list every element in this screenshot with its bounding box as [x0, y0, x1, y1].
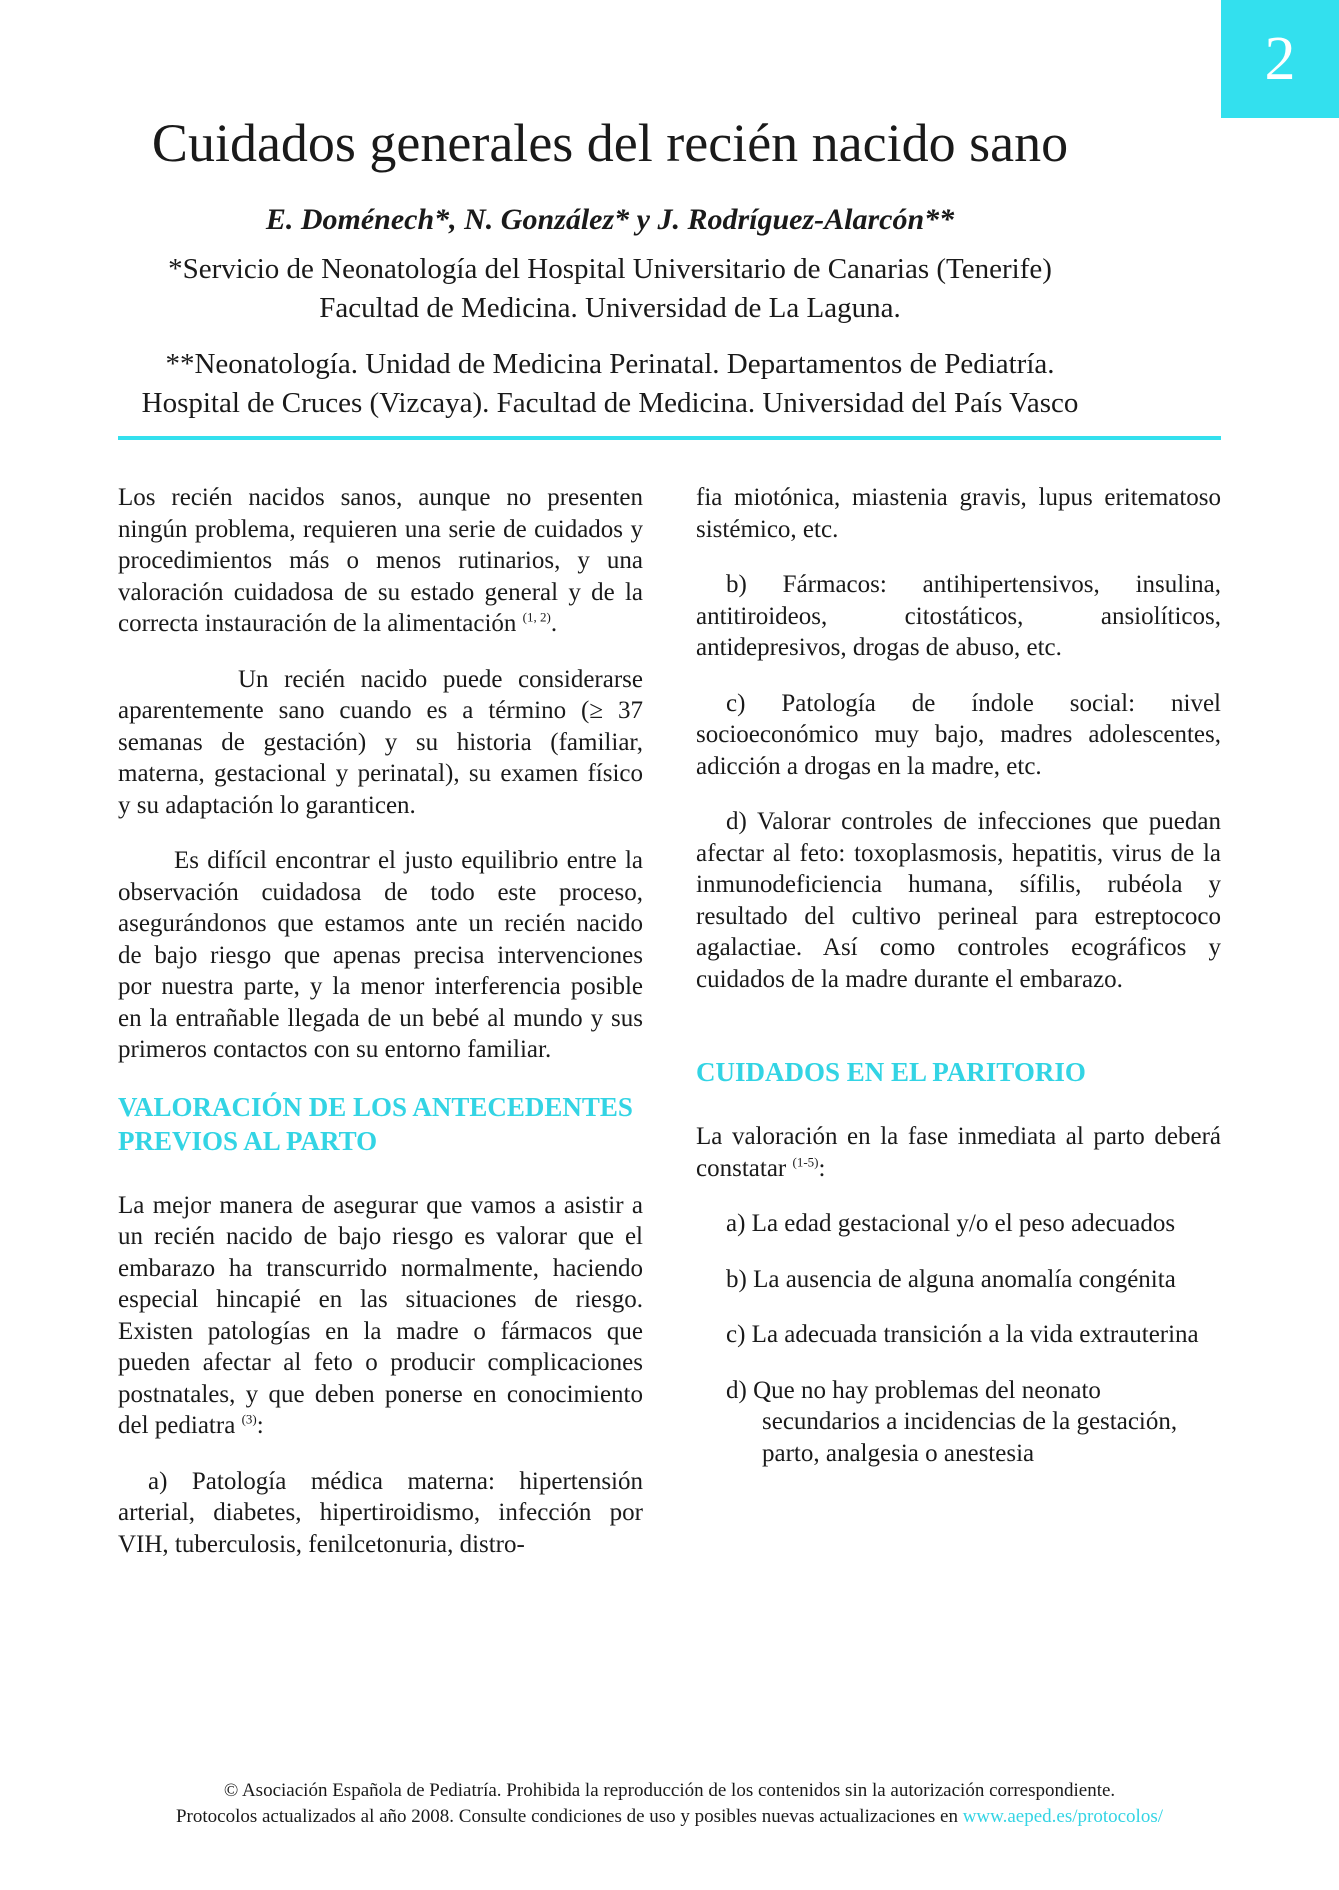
- list-item-b: b) Fármacos: antihipertensivos, insulina, antitiroideos, citostáticos, ansiolíticos, antidepresivos, drogas de abuso, etc.: [696, 571, 1221, 661]
- affiliation-1: [0, 250, 1220, 328]
- list-item-d: d) Valorar controles de infecciones que puedan afectar al feto: toxoplasmosis, hepatitis, virus de la inmunodeficiencia humana, sífilis, rubéola y resultado del cultivo perineal para estreptococo agalactiae. Así como controles ecográficos y cuidados de la madre durante el embarazo.: [696, 808, 1221, 993]
- reference-marker: (1-5): [792, 1154, 819, 1170]
- footer: [0, 1778, 1339, 1830]
- list-item-c: c) Patología de índole social: nivel socioeconómico muy bajo, madres adolescentes, adicción a drogas en la madre, etc.: [696, 689, 1221, 780]
- paragraph-intro-text: Los recién nacidos sanos, aunque no presenten ningún problema, requieren una serie de cuidados y procedimientos más o menos rutinarios, y una valoración cuidadosa de su estado general y de la correcta instauración de la alimentación: [118, 484, 643, 637]
- paragraph-paritorio-text: La valoración en la fase inmediata al parto deberá constatar: [696, 1123, 1221, 1182]
- paragraph-paritorio: La valoración en la fase inmediata al parto deberá constatar $^{(1-5)}$:: [696, 1123, 1221, 1182]
- protocols-link[interactable]: www.aeped.es/protocolos/: [962, 1806, 1164, 1827]
- paragraph-intro: Los recién nacidos sanos, aunque no presenten ningún problema, requieren una serie de cuidados y procedimientos más o menos rutinarios, y una valoración cuidadosa de su estado general y de la correcta instauración de la alimentación $^{(1, 2)}$.: [118, 484, 643, 637]
- list-item: d) Que no hay problemas del neonato secundarios a incidencias de la gestación, parto, analgesia o anestesia: [726, 1376, 1178, 1467]
- reference-marker: (1, 2): [522, 609, 551, 625]
- affiliation-1-line-1: *Servicio de Neonatología del Hospital Universitario de Canarias (Tenerife): [168, 253, 1052, 285]
- section-heading-antecedentes: VALORACIÓN DE LOS ANTECEDENTES PREVIOS AL PARTO: [118, 1091, 633, 1156]
- list-item-a-continued: fia miotónica, miastenia gravis, lupus eritematoso sistémico, etc.: [696, 484, 1221, 543]
- section-heading-paritorio: CUIDADOS EN EL PARITORIO: [696, 1057, 1086, 1087]
- chapter-number-badge: 2: [1221, 0, 1339, 118]
- footer-copyright: © Asociación Española de Pediatría. Prohibida la reproducción de los contenidos sin la autorización correspondiente.: [223, 1780, 1116, 1801]
- list-item: c) La adecuada transición a la vida extrauterina: [726, 1321, 1199, 1348]
- affiliation-1-line-2: Facultad de Medicina. Universidad de La Laguna.: [319, 292, 901, 324]
- reference-marker: (3): [241, 1411, 257, 1427]
- list-item: b) La ausencia de alguna anomalía congénita: [726, 1265, 1176, 1293]
- right-column: [696, 482, 1221, 1469]
- footer-update-note: [0, 1804, 1339, 1830]
- paragraph-balance: Es difícil encontrar el justo equilibrio entre la observación cuidadosa de todo este proceso, asegurándonos que estamos ante un recién nacido de bajo riesgo que apenas precisa intervenciones por nuestra parte, y la menor interferencia posible en la entrañable llegada de un bebé al mundo y sus primeros contactos con su entorno familiar.: [118, 847, 643, 1063]
- paragraph-definition: Un recién nacido puede considerarse aparentemente sano cuando es a término (≥ 37 semanas de gestación) y su historia (familiar, materna, gestacional y perinatal), su examen físico y su adaptación lo garanticen.: [118, 665, 643, 819]
- header-divider: [118, 436, 1221, 440]
- footer-update-text: Protocolos actualizados al año 2008. Consulte condiciones de uso y posibles nuevas actualizaciones en: [175, 1806, 958, 1827]
- affiliation-2: [0, 345, 1220, 423]
- list-item-a: a) Patología médica materna: hipertensión arterial, diabetes, hipertiroidismo, infección por VIH, tuberculosis, fenilcetonuria, distro-: [118, 1467, 643, 1558]
- page-title: Cuidados generales del recién nacido sano: [151, 113, 1069, 173]
- authors: E. Doménech*, N. González* y J. Rodríguez-Alarcón**: [265, 203, 955, 236]
- affiliation-2-line-1: **Neonatología. Unidad de Medicina Perinatal. Departamentos de Pediatría.: [165, 348, 1055, 380]
- left-column: [118, 482, 643, 1560]
- paragraph-risk-text: La mejor manera de asegurar que vamos a asistir a un recién nacido de bajo riesgo es valorar que el embarazo ha transcurrido normalmente, haciendo especial hincapié en las situaciones de riesgo. Existen patologías en la madre o fármacos que pueden afectar al feto o producir complicaciones postnatales, y que deben ponerse en conocimiento del pediatra: [118, 1191, 643, 1439]
- affiliation-2-line-2: Hospital de Cruces (Vizcaya). Facultad de Medicina. Universidad del País Vasco: [141, 387, 1079, 419]
- paragraph-risk: La mejor manera de asegurar que vamos a asistir a un recién nacido de bajo riesgo es valorar que el embarazo ha transcurrido normalmente, haciendo especial hincapié en las situaciones de riesgo. Existen patologías en la madre o fármacos que pueden afectar al feto o producir complicaciones postnatales, y que deben ponerse en conocimiento del pediatra $^{(3)}$:: [118, 1191, 643, 1439]
- list-item: a) La edad gestacional y/o el peso adecuados: [726, 1210, 1176, 1237]
